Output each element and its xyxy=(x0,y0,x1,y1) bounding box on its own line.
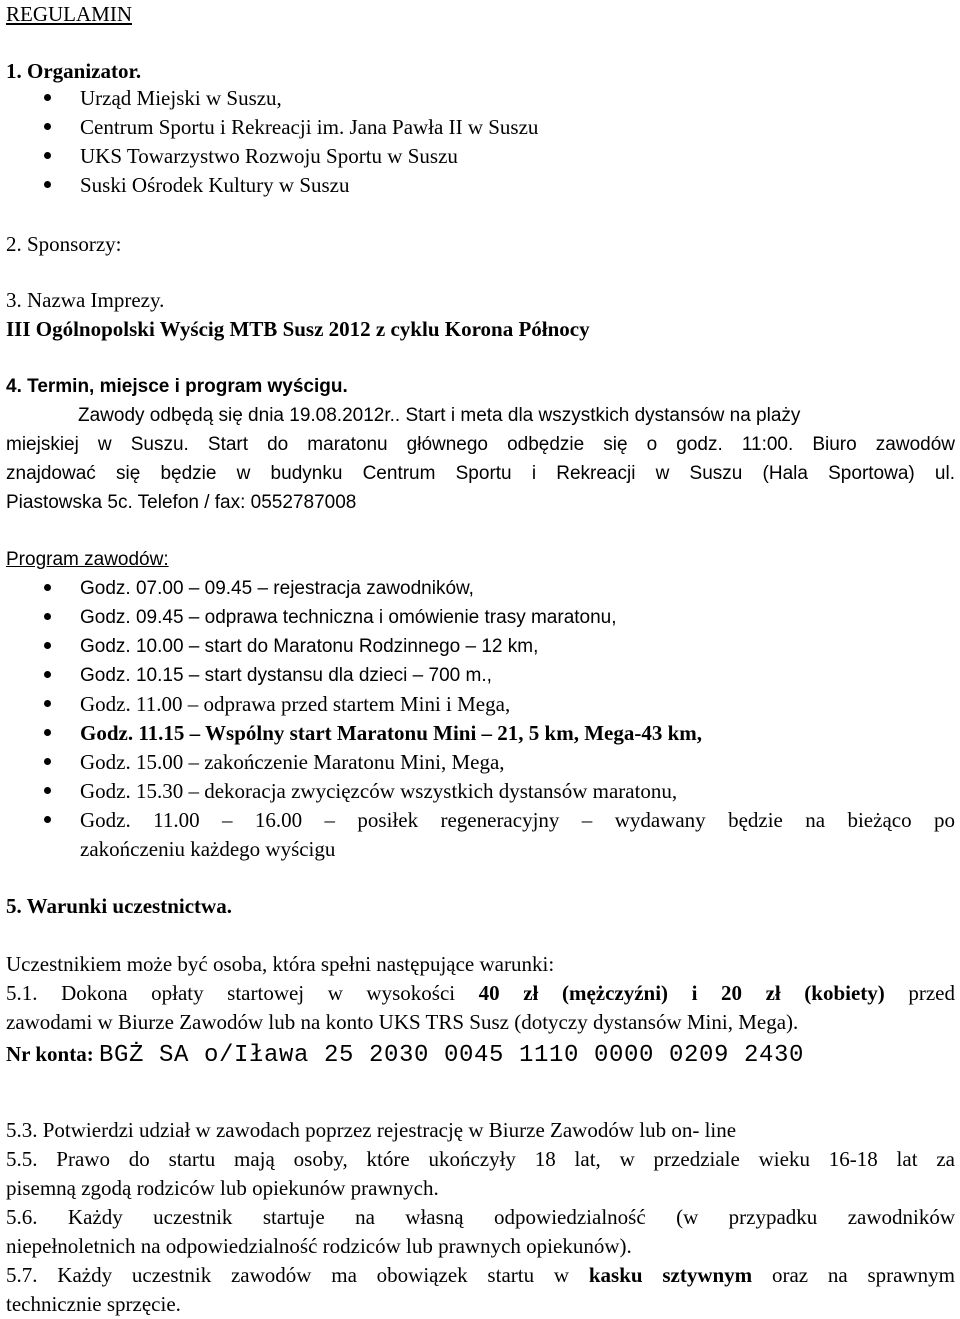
condition-5-7-line2: technicznie sprzęcie. xyxy=(6,1292,181,1316)
fee-amount: 40 zł (mężczyźni) i 20 zł (kobiety) xyxy=(478,981,885,1005)
event-info-line: Zawody odbędą się dnia 19.08.2012r.. Start i meta dla wszystkich dystansów na plaży xyxy=(78,405,801,426)
condition-5-5-line2: pisemną zgodą rodziców lub opiekunów prawnych. xyxy=(6,1176,439,1200)
helmet-requirement: kasku sztywnym xyxy=(588,1263,753,1287)
section-1-heading: 1. Organizator. xyxy=(6,59,142,83)
bullet-icon xyxy=(44,613,51,620)
account-label: Nr konta: xyxy=(6,1042,99,1066)
program-item: Godz. 15.30 – dekoracja zwycięzców wszystkich dystansów maratonu, xyxy=(80,779,678,803)
condition-5-7 xyxy=(6,1261,955,1290)
program-item: Godz. 11.00 – odprawa przed startem Mini i Mega, xyxy=(80,692,511,716)
condition-5-6: 5.6. Każdy uczestnik startuje na własną odpowiedzialność (w przypadku zawodników xyxy=(6,1205,955,1229)
condition-5-1-text: przed xyxy=(884,981,955,1005)
event-info-line: znajdować się będzie w budynku Centrum Sportu i Rekreacji w Suszu (Hala Sportowa) ul. xyxy=(6,463,955,484)
bullet-icon xyxy=(44,787,51,794)
bullet-icon xyxy=(44,816,51,823)
bullet-icon xyxy=(44,181,51,188)
organizer-item: Centrum Sportu i Rekreacji im. Jana Pawła II w Suszu xyxy=(80,115,539,139)
program-item: Godz. 10.00 – start do Maratonu Rodzinnego – 12 km, xyxy=(80,636,539,657)
event-name: III Ogólnopolski Wyścig MTB Susz 2012 z cyklu Korona Północy xyxy=(6,317,590,341)
condition-5-3: 5.3. Potwierdzi udział w zawodach poprzez rejestrację w Biurze Zawodów lub on- line xyxy=(6,1118,737,1142)
program-item-main-start: Godz. 11.15 – Wspólny start Maratonu Mini – 21, 5 km, Mega-43 km, xyxy=(80,721,703,745)
section-5-heading: 5. Warunki uczestnictwa. xyxy=(6,894,232,918)
condition-5-6-line2: niepełnoletnich na odpowiedzialność rodziców lub prawnych opiekunów). xyxy=(6,1234,632,1258)
bullet-icon xyxy=(44,584,51,591)
event-info-line: miejskiej w Suszu. Start do maratonu głównego odbędzie się o godz. 11:00. Biuro zawodów xyxy=(6,434,955,455)
organizer-item: Suski Ośrodek Kultury w Suszu xyxy=(80,173,350,197)
account-number: BGŻ SA o/Iława 25 2030 0045 1110 0000 0209 2430 xyxy=(98,1042,805,1069)
bullet-icon xyxy=(44,729,51,736)
program-item: Godz. 07.00 – 09.45 – rejestracja zawodników, xyxy=(80,578,474,599)
program-item: Godz. 09.45 – odprawa techniczna i omówienie trasy maratonu, xyxy=(80,607,617,628)
bullet-icon xyxy=(44,152,51,159)
bank-account-line xyxy=(6,1037,804,1074)
program-item: Godz. 11.00 – 16.00 – posiłek regeneracyjny – wydawany będzie na bieżąco po xyxy=(80,808,955,832)
event-info-line: Piastowska 5c. Telefon / fax: 0552787008 xyxy=(6,492,357,513)
section-3-heading: 3. Nazwa Imprezy. xyxy=(6,288,165,312)
bullet-icon xyxy=(44,671,51,678)
document-title: REGULAMIN xyxy=(6,2,132,26)
organizer-item: UKS Towarzystwo Rozwoju Sportu w Suszu xyxy=(80,144,458,168)
condition-5-1 xyxy=(6,979,955,1008)
condition-5-1-line2: zawodami w Biurze Zawodów lub na konto UKS TRS Susz (dotyczy dystansów Mini, Mega). xyxy=(6,1010,799,1034)
bullet-icon xyxy=(44,94,51,101)
bullet-icon xyxy=(44,642,51,649)
section-2-heading: 2. Sponsorzy: xyxy=(6,232,122,256)
condition-5-7-text: oraz na sprawnym xyxy=(752,1263,955,1287)
program-item-continuation: zakończeniu każdego wyścigu xyxy=(80,837,336,861)
program-item: Godz. 15.00 – zakończenie Maratonu Mini, Mega, xyxy=(80,750,505,774)
bullet-icon xyxy=(44,758,51,765)
section-4-heading: 4. Termin, miejsce i program wyścigu. xyxy=(6,376,348,397)
organizer-item: Urząd Miejski w Suszu, xyxy=(80,86,282,110)
condition-5-7-text: 5.7. Każdy uczestnik zawodów ma obowiązek startu w xyxy=(6,1263,589,1287)
bullet-icon xyxy=(44,123,51,130)
condition-5-5: 5.5. Prawo do startu mają osoby, które ukończyły 18 lat, w przedziale wieku 16-18 lat za xyxy=(6,1147,955,1171)
program-heading: Program zawodów: xyxy=(6,549,169,570)
conditions-intro: Uczestnikiem może być osoba, która spełni następujące warunki: xyxy=(6,952,555,976)
condition-5-1-text: 5.1. Dokona opłaty startowej w wysokości xyxy=(6,981,479,1005)
bullet-icon xyxy=(44,700,51,707)
program-item: Godz. 10.15 – start dystansu dla dzieci – 700 m., xyxy=(80,665,492,686)
